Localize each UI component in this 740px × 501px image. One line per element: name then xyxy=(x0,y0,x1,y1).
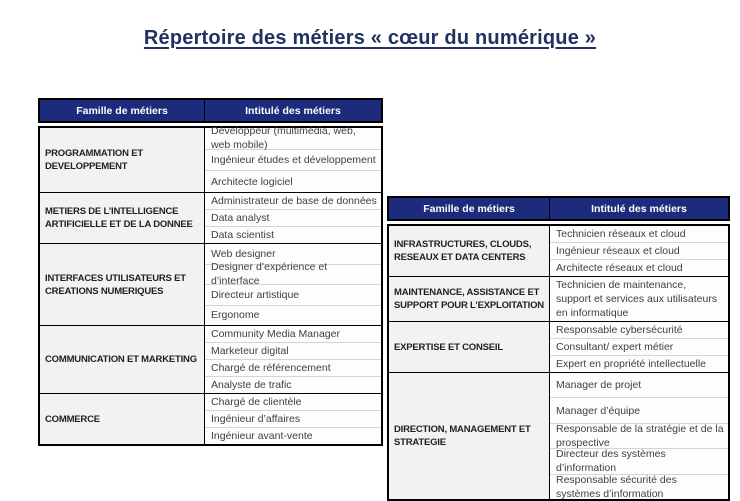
family-cell: METIERS DE L’INTELLIGENCE ARTIFICIELLE ET DE LA DONNEE xyxy=(40,193,205,243)
table-group-row xyxy=(40,125,381,193)
job-cell: Manager de projet xyxy=(550,373,728,398)
family-cell: INFRASTRUCTURES, CLOUDS, RESEAUX ET DATA CENTERS xyxy=(389,226,550,276)
left-table xyxy=(38,98,383,446)
job-cell: Administrateur de base de données xyxy=(205,193,381,210)
table-group-row xyxy=(389,322,728,373)
job-cell: Designer d’expérience et d’interface xyxy=(205,265,381,286)
job-cell: Développeur (multimédia, web, web mobile) xyxy=(205,128,381,150)
right-table-body xyxy=(387,224,730,501)
job-cell: Ingénieur réseaux et cloud xyxy=(550,243,728,260)
table-group-row xyxy=(40,326,381,394)
column-header-famille-de-metiers: Famille de métiers xyxy=(40,100,205,121)
job-cell: Ergonome xyxy=(211,309,260,322)
job-cell: Technicien réseaux et cloud xyxy=(550,226,728,243)
job-cell: Marketeur digital xyxy=(205,343,381,360)
job-cell: Architecte réseaux et cloud xyxy=(556,262,683,274)
left-table-body xyxy=(38,126,383,446)
job-cell: Directeur artistique xyxy=(205,285,381,306)
family-cell: EXPERTISE ET CONSEIL xyxy=(389,322,550,372)
table-group-row xyxy=(40,244,381,326)
table-group-row xyxy=(389,277,728,322)
jobs-column xyxy=(205,244,381,325)
job-cell: Responsable sécurité des systèmes d’information xyxy=(556,473,677,500)
job-cell: Ingénieur avant-vente xyxy=(211,430,313,442)
jobs-column xyxy=(550,277,728,321)
jobs-column xyxy=(550,322,728,372)
family-cell: INTERFACES UTILISATEURS ET CREATIONS NUMERIQUES xyxy=(40,244,205,325)
page-title: Répertoire des métiers « cœur du numérique » xyxy=(143,27,597,49)
column-header-intitule-des-metiers: Intitulé des métiers xyxy=(245,104,341,117)
job-cell: Ingénieur études et développement xyxy=(205,150,381,172)
jobs-column xyxy=(205,394,381,444)
table-group-row xyxy=(389,226,728,277)
family-cell: COMMERCE xyxy=(40,394,205,444)
job-cell: Technicien de maintenance, support et services aux utilisateurs en informatique xyxy=(556,279,718,319)
job-cell: Consultant/ expert métier xyxy=(550,339,728,356)
job-cell: Community Media Manager xyxy=(205,326,381,343)
family-cell: COMMUNICATION ET MARKETING xyxy=(40,326,205,393)
job-cell: Responsable cybersécurité xyxy=(550,322,728,339)
table-group-row xyxy=(40,193,381,244)
jobs-column xyxy=(205,193,381,243)
table-group-row xyxy=(40,394,381,444)
job-cell: Chargé de clientèle xyxy=(205,394,381,411)
job-cell: Data scientist xyxy=(211,229,275,241)
left-table-header-row xyxy=(38,98,383,123)
family-cell: MAINTENANCE, ASSISTANCE ET SUPPORT POUR L’EXPLOITATION xyxy=(389,277,550,321)
column-header-famille-de-metiers: Famille de métiers xyxy=(389,198,550,219)
job-cell: Web designer xyxy=(205,244,381,265)
job-cell: Expert en propriété intellectuelle xyxy=(556,358,707,370)
job-cell: Manager d’équipe xyxy=(550,398,728,423)
job-cell: Ingénieur d’affaires xyxy=(205,411,381,428)
job-cell: Responsable de la stratégie et de la prospective xyxy=(550,424,728,449)
jobs-column xyxy=(550,373,728,499)
jobs-column xyxy=(205,326,381,393)
right-table xyxy=(387,196,730,501)
job-cell: Analyste de trafic xyxy=(211,379,292,391)
table-group-row xyxy=(389,373,728,499)
jobs-column xyxy=(205,125,381,192)
job-cell: Chargé de référencement xyxy=(205,360,381,377)
job-cell: Data analyst xyxy=(205,210,381,227)
family-cell: DIRECTION, MANAGEMENT ET STRATEGIE xyxy=(389,373,550,499)
job-cell: Architecte logiciel xyxy=(211,175,293,188)
column-header-intitule-des-metiers: Intitulé des métiers xyxy=(591,202,687,215)
right-table-header-row xyxy=(387,196,730,221)
family-cell: PROGRAMMATION ET DEVELOPPEMENT xyxy=(40,128,205,192)
job-cell: Directeur des systèmes d’information xyxy=(550,449,728,474)
jobs-column xyxy=(550,226,728,276)
